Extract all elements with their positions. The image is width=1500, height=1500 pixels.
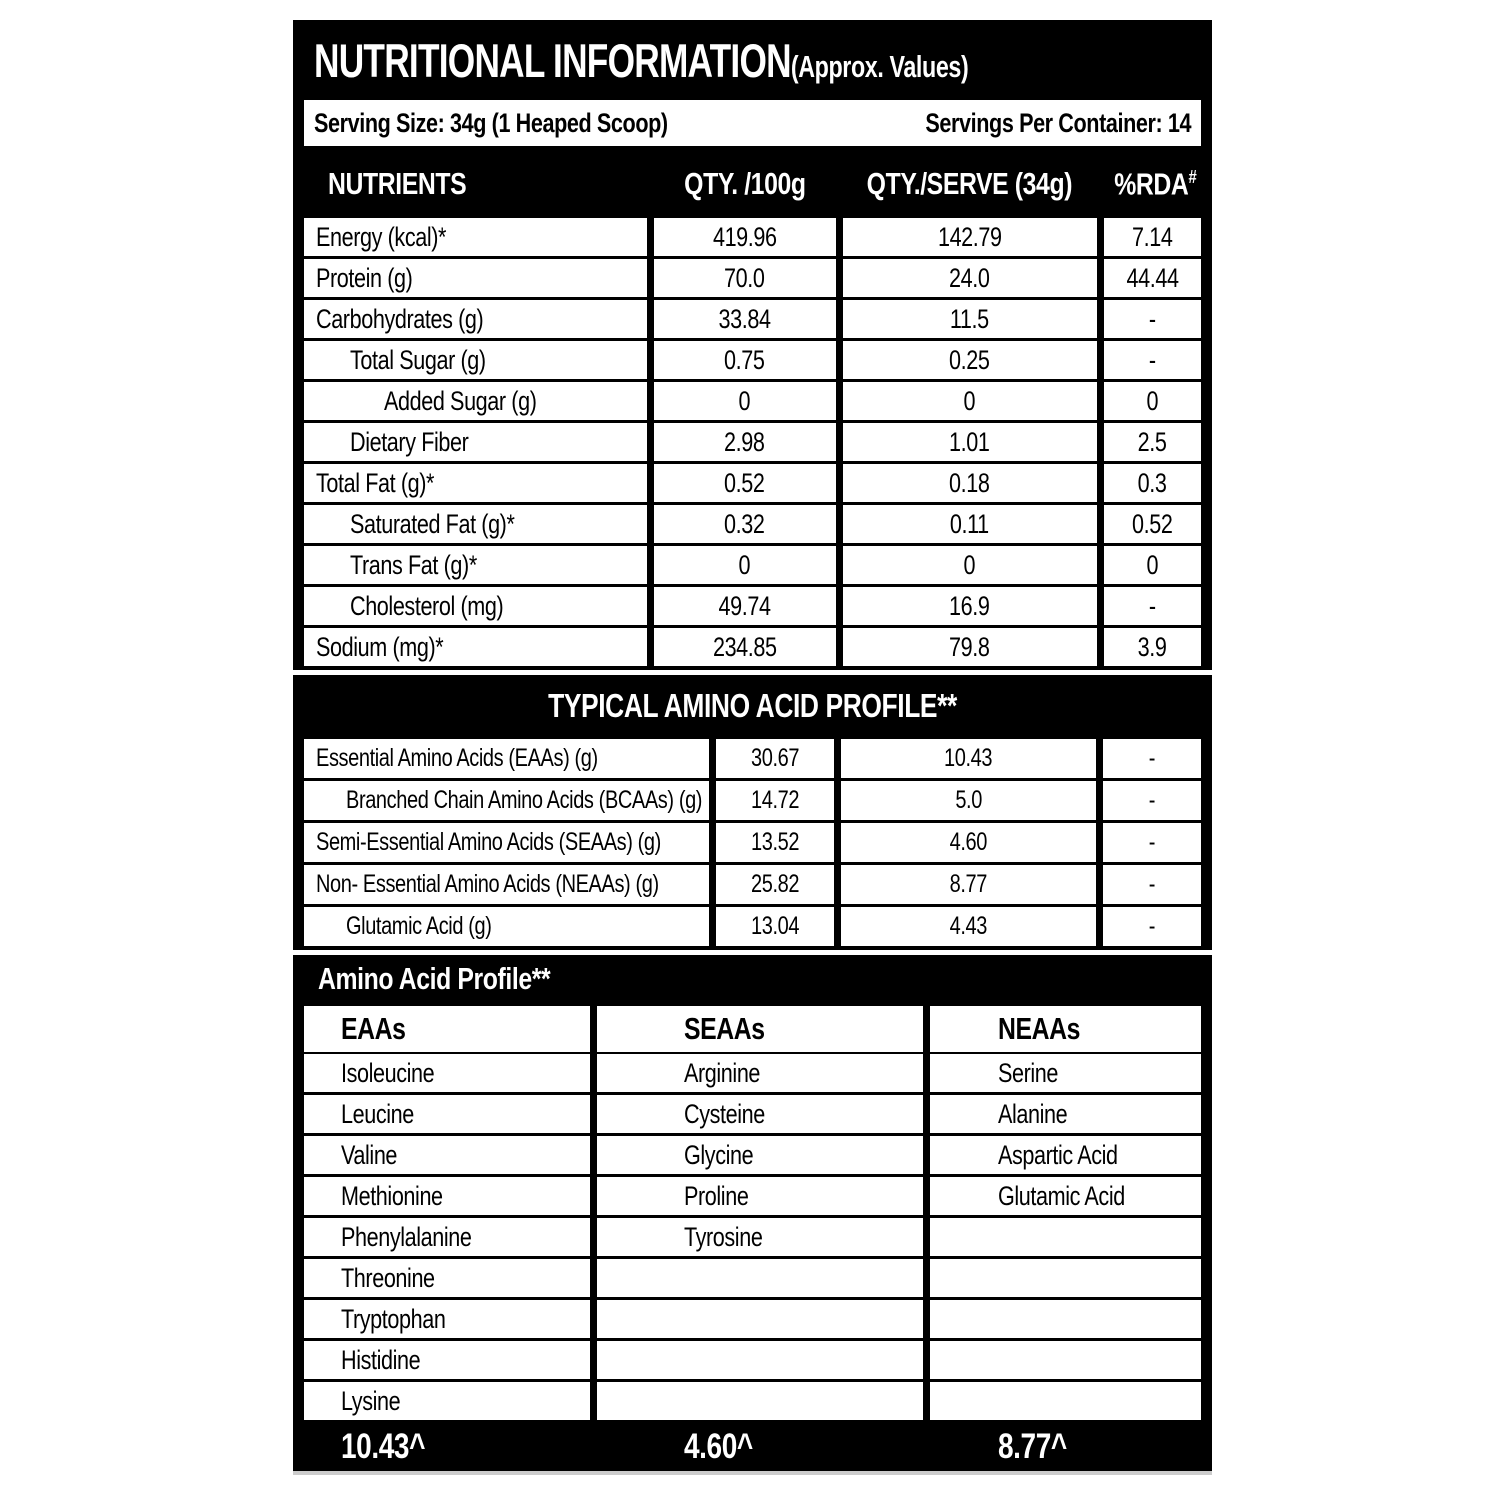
nutrient-row-per-serve: 0.25	[843, 341, 1097, 379]
amino-profile-row-per-100g: 14.72	[716, 781, 834, 820]
amino-profile-title: TYPICAL AMINO ACID PROFILE**	[548, 687, 957, 724]
nutrient-row	[304, 423, 1201, 461]
nutrient-row	[304, 382, 1201, 420]
amino-name-cell: Cysteine	[597, 1095, 923, 1133]
nutrient-row-per-100g: 0.75	[654, 341, 836, 379]
amino-name-cell	[597, 1259, 923, 1297]
nutrient-row-label: Added Sugar (g)	[304, 382, 647, 420]
nutrient-row-label: Cholesterol (mg)	[304, 587, 647, 625]
eaas-total: 10.43^	[341, 1427, 426, 1466]
nutrient-row-per-serve: 11.5	[843, 300, 1097, 338]
panel-title: NUTRITIONAL INFORMATION	[314, 33, 791, 87]
rda-superscript: #	[1188, 165, 1196, 187]
nutrient-row-per-100g: 0.32	[654, 505, 836, 543]
amino-name-cell	[930, 1300, 1201, 1338]
nutrient-row-label: Trans Fat (g)*	[304, 546, 647, 584]
amino-name-cell: Leucine	[304, 1095, 590, 1133]
servings-per-container-text: Servings Per Container: 14	[925, 107, 1191, 138]
nutrient-row-per-100g: 33.84	[654, 300, 836, 338]
qty-serve-header: QTY./SERVE (34g)	[866, 166, 1073, 201]
amino-list-row	[304, 1218, 1201, 1256]
amino-list-row	[304, 1259, 1201, 1297]
amino-name-cell: Lysine	[304, 1382, 590, 1420]
amino-name-cell: Isoleucine	[304, 1054, 590, 1092]
seaas-total: 4.60^	[684, 1427, 753, 1466]
nutrient-row-per-100g: 234.85	[654, 628, 836, 666]
amino-name-cell	[930, 1218, 1201, 1256]
nutrient-row	[304, 587, 1201, 625]
nutrition-panel	[293, 20, 1212, 1475]
amino-profile-row	[304, 823, 1201, 862]
amino-profile-row-per-100g: 13.04	[716, 907, 834, 946]
amino-profile-row	[304, 907, 1201, 946]
nutrient-row-label: Total Fat (g)*	[304, 464, 647, 502]
amino-list-row	[304, 1300, 1201, 1338]
amino-profile-title-band	[304, 675, 1201, 737]
amino-profile-row-label: Branched Chain Amino Acids (BCAAs) (g)	[304, 781, 709, 820]
nutrient-row-rda: 2.5	[1104, 423, 1201, 461]
amino-profile-row-rda: -	[1103, 739, 1201, 778]
nutrient-row-per-100g: 70.0	[654, 259, 836, 297]
nutrient-row-per-serve: 0.11	[843, 505, 1097, 543]
amino-list-row	[304, 1054, 1201, 1092]
amino-name-cell	[930, 1341, 1201, 1379]
nutrient-row-per-100g: 2.98	[654, 423, 836, 461]
nutrient-row-label: Total Sugar (g)	[304, 341, 647, 379]
amino-totals-row	[304, 1423, 1201, 1471]
nutrient-row-per-serve: 0	[843, 546, 1097, 584]
nutrient-row	[304, 505, 1201, 543]
amino-profile-row-label: Non- Essential Amino Acids (NEAAs) (g)	[304, 865, 709, 904]
nutrient-row	[304, 300, 1201, 338]
nutrient-row-per-serve: 79.8	[843, 628, 1097, 666]
nutrient-row-label: Energy (kcal)*	[304, 218, 647, 256]
seaas-header: SEAAs	[597, 1006, 923, 1052]
amino-profile-row-per-serve: 10.43	[841, 739, 1096, 778]
neaas-total: 8.77^	[997, 1427, 1067, 1466]
nutrients-header-label: NUTRIENTS	[328, 166, 467, 201]
panel-title-wrap	[314, 33, 968, 88]
serving-row	[304, 100, 1201, 146]
amino-profile-row-per-serve: 5.0	[841, 781, 1096, 820]
nutrient-row	[304, 218, 1201, 256]
amino-name-cell: Proline	[597, 1177, 923, 1215]
amino-list-row	[304, 1341, 1201, 1379]
amino-profile-row-rda: -	[1103, 781, 1201, 820]
panel-subtitle: (Approx. Values)	[790, 48, 969, 84]
nutrient-row	[304, 464, 1201, 502]
amino-name-cell	[597, 1300, 923, 1338]
nutrient-row-label: Protein (g)	[304, 259, 647, 297]
amino-list-row	[304, 1136, 1201, 1174]
nutrient-row	[304, 546, 1201, 584]
qty-100g-header: QTY. /100g	[683, 166, 806, 201]
amino-profile-body	[304, 739, 1201, 946]
amino-profile-row-rda: -	[1103, 823, 1201, 862]
amino-name-cell	[597, 1341, 923, 1379]
amino-name-cell: Aspartic Acid	[930, 1136, 1201, 1174]
amino-name-cell: Threonine	[304, 1259, 590, 1297]
nutrient-row-rda: -	[1104, 300, 1201, 338]
amino-name-cell: Methionine	[304, 1177, 590, 1215]
amino-profile-row-per-serve: 8.77	[841, 865, 1096, 904]
amino-list-body	[304, 1054, 1201, 1420]
nutrient-row-rda: 0.52	[1104, 505, 1201, 543]
nutrient-row-per-100g: 49.74	[654, 587, 836, 625]
nutrient-row-label: Saturated Fat (g)*	[304, 505, 647, 543]
amino-list-title-band	[304, 955, 1201, 1003]
amino-list-header-row	[304, 1006, 1201, 1052]
nutrient-row-label: Carbohydrates (g)	[304, 300, 647, 338]
rda-header: %RDA#	[1113, 165, 1196, 202]
nutrient-row	[304, 259, 1201, 297]
nutrient-row-label: Dietary Fiber	[304, 423, 647, 461]
amino-name-cell: Valine	[304, 1136, 590, 1174]
amino-name-cell: Tryptophan	[304, 1300, 590, 1338]
amino-name-cell: Phenylalanine	[304, 1218, 590, 1256]
nutrient-row	[304, 341, 1201, 379]
amino-name-cell: Tyrosine	[597, 1218, 923, 1256]
amino-profile-row	[304, 781, 1201, 820]
nutrient-row-rda: 0	[1104, 546, 1201, 584]
amino-name-cell: Alanine	[930, 1095, 1201, 1133]
bottom-rule	[293, 1471, 1212, 1475]
amino-name-cell: Glycine	[597, 1136, 923, 1174]
amino-profile-row	[304, 865, 1201, 904]
amino-profile-row-label: Essential Amino Acids (EAAs) (g)	[304, 739, 709, 778]
amino-profile-row-per-100g: 13.52	[716, 823, 834, 862]
amino-profile-row-per-serve: 4.43	[841, 907, 1096, 946]
amino-name-cell	[930, 1382, 1201, 1420]
nutrients-header-row	[304, 152, 1201, 216]
eaas-header: EAAs	[304, 1006, 590, 1052]
nutrient-row-per-serve: 16.9	[843, 587, 1097, 625]
amino-name-cell: Histidine	[304, 1341, 590, 1379]
amino-profile-row-per-serve: 4.60	[841, 823, 1096, 862]
nutrient-row-per-serve: 0.18	[843, 464, 1097, 502]
nutrient-row-per-serve: 0	[843, 382, 1097, 420]
nutrient-row-rda: -	[1104, 341, 1201, 379]
amino-name-cell	[930, 1259, 1201, 1297]
amino-name-cell: Glutamic Acid	[930, 1177, 1201, 1215]
amino-list-row	[304, 1095, 1201, 1133]
nutrient-row-rda: 3.9	[1104, 628, 1201, 666]
nutrient-row-per-serve: 142.79	[843, 218, 1097, 256]
nutrient-row-per-serve: 24.0	[843, 259, 1097, 297]
nutrient-row-rda: 44.44	[1104, 259, 1201, 297]
panel-title-band	[304, 20, 1201, 100]
nutrient-row	[304, 628, 1201, 666]
serving-size-text: Serving Size: 34g (1 Heaped Scoop)	[314, 107, 668, 138]
amino-list-row	[304, 1177, 1201, 1215]
neaas-header: NEAAs	[930, 1006, 1201, 1052]
nutrient-row-rda: 0	[1104, 382, 1201, 420]
nutrients-table-body	[304, 218, 1201, 666]
nutrient-row-rda: -	[1104, 587, 1201, 625]
amino-name-cell	[597, 1382, 923, 1420]
amino-profile-row	[304, 739, 1201, 778]
nutrient-row-rda: 7.14	[1104, 218, 1201, 256]
amino-list-row	[304, 1382, 1201, 1420]
amino-name-cell: Serine	[930, 1054, 1201, 1092]
nutrient-row-per-100g: 0	[654, 546, 836, 584]
amino-profile-row-per-100g: 30.67	[716, 739, 834, 778]
nutrient-row-per-serve: 1.01	[843, 423, 1097, 461]
nutrient-row-per-100g: 0.52	[654, 464, 836, 502]
amino-list-title: Amino Acid Profile**	[318, 961, 551, 996]
amino-name-cell: Arginine	[597, 1054, 923, 1092]
amino-profile-row-per-100g: 25.82	[716, 865, 834, 904]
nutrient-row-per-100g: 419.96	[654, 218, 836, 256]
amino-profile-row-rda: -	[1103, 907, 1201, 946]
nutrient-row-label: Sodium (mg)*	[304, 628, 647, 666]
amino-profile-row-rda: -	[1103, 865, 1201, 904]
nutrient-row-per-100g: 0	[654, 382, 836, 420]
nutrient-row-rda: 0.3	[1104, 464, 1201, 502]
amino-profile-row-label: Glutamic Acid (g)	[304, 907, 709, 946]
amino-profile-row-label: Semi-Essential Amino Acids (SEAAs) (g)	[304, 823, 709, 862]
